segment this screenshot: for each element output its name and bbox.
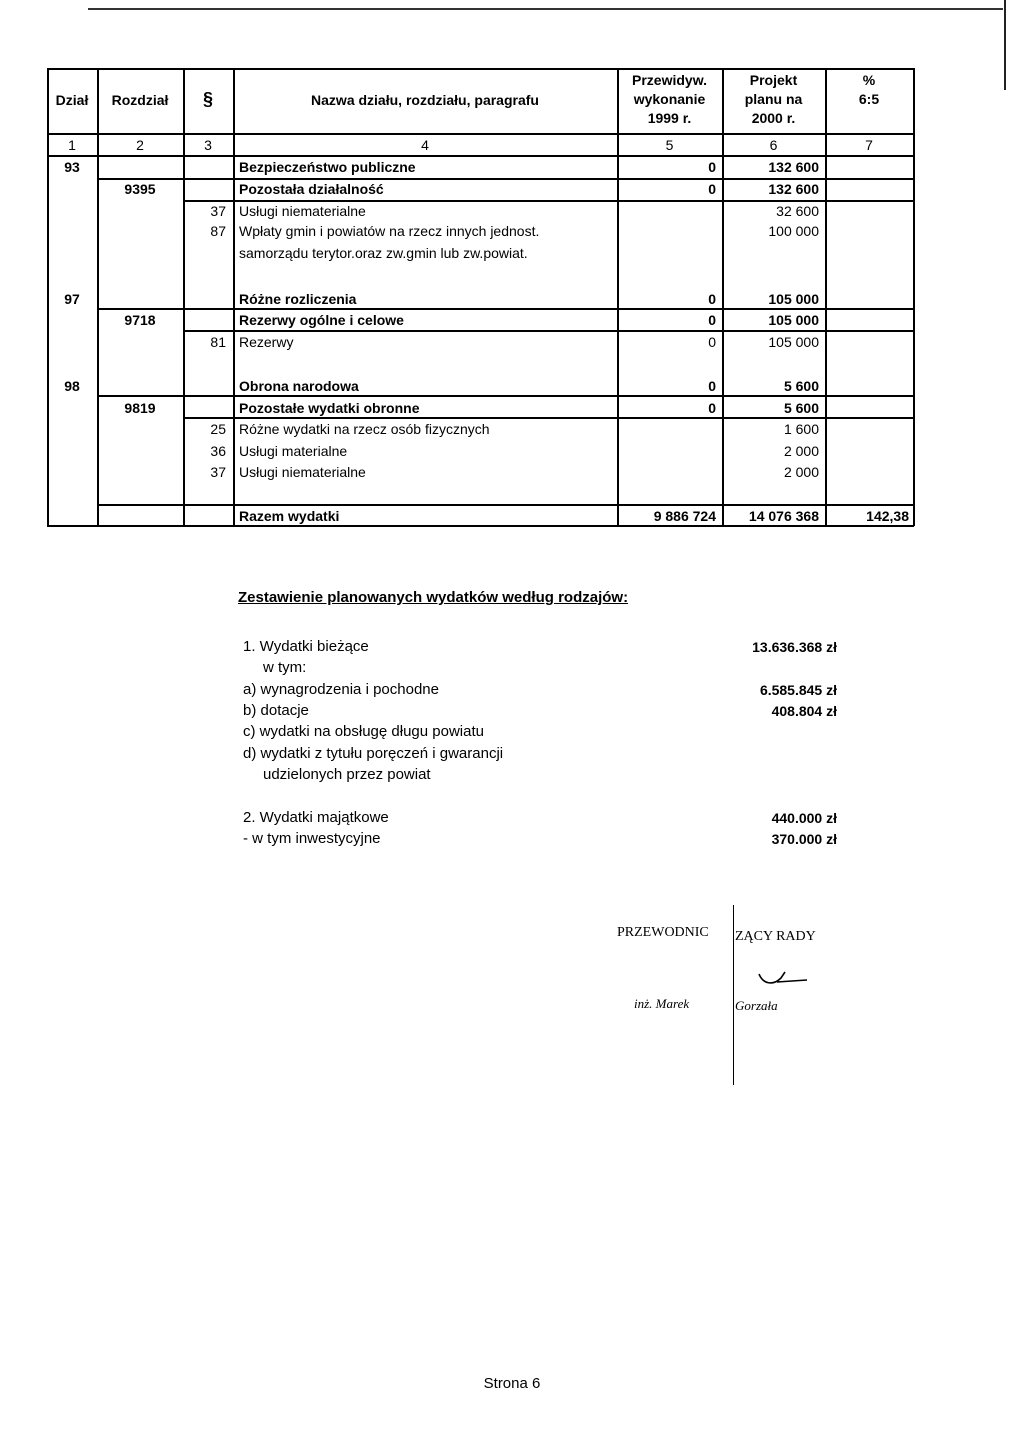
cell-wykonanie: 0 (708, 159, 716, 175)
cell-nazwa: Usługi niematerialne (239, 464, 366, 480)
cell-rozdzial: 9718 (124, 312, 156, 328)
cell-wykonanie: 0 (708, 400, 716, 416)
summary-item-label: d) wydatki z tytułu poręczeń i gwarancji (243, 745, 504, 762)
col-number: 3 (204, 137, 212, 153)
header-przewidyw-line: Przewidyw. (632, 72, 707, 88)
header-nazwa: Nazwa działu, rozdziału, paragrafu (311, 92, 539, 108)
cell-plan: 5 600 (783, 400, 819, 416)
cell-wykonanie: 0 (708, 312, 716, 328)
header-rozdzial: Rozdział (111, 92, 169, 108)
cell-nazwa: Bezpieczeństwo publiczne (239, 159, 416, 175)
col-number: 6 (769, 137, 778, 153)
cell-dzial: 98 (64, 378, 80, 394)
summary-subheading: w tym: (263, 659, 307, 676)
cell-paragraf: 37 (210, 203, 226, 219)
row-line (97, 308, 914, 310)
cell-nazwa: Różne wydatki na rzecz osób fizycznych (239, 421, 490, 437)
cell-nazwa: Usługi niematerialne (239, 203, 366, 219)
cell-nazwa: Różne rozliczenia (239, 291, 357, 307)
summary-item-value: 370.000 zł (771, 831, 837, 847)
summary-item-label: 1. Wydatki bieżące (243, 638, 369, 655)
cell-nazwa: Rezerwy ogólne i celowe (239, 312, 404, 328)
cell-plan: 100 000 (768, 223, 819, 239)
header-przewidyw-line: wykonanie (633, 91, 706, 107)
summary-item-label: a) wynagrodzenia i pochodne (243, 681, 439, 698)
cell-nazwa-cont: samorządu terytor.oraz zw.gmin lub zw.powiat. (239, 245, 528, 261)
summary-item-label: b) dotacje (243, 702, 309, 719)
cell-paragraf: 81 (210, 334, 226, 350)
row-line (97, 504, 914, 506)
cell-plan: 132 600 (768, 181, 819, 197)
summary-item-value: 408.804 zł (771, 703, 837, 719)
table-bottom-border (47, 525, 914, 527)
row-line (183, 330, 914, 332)
row-line (97, 395, 914, 397)
summary-item-label-cont: udzielonych przez powiat (263, 766, 431, 783)
summary-item-value: 440.000 zł (771, 810, 837, 826)
stamp-title-right: ZĄCY RADY (735, 929, 816, 944)
header-przewidyw (617, 71, 722, 128)
cell-paragraf: 37 (210, 464, 226, 480)
total-percent: 142,38 (866, 508, 909, 524)
cell-wykonanie: 0 (708, 334, 716, 350)
header-przewidyw-line: 1999 r. (647, 110, 692, 126)
cell-paragraf: 87 (210, 223, 226, 239)
cell-nazwa: Rezerwy (239, 334, 294, 350)
header-procent-line: % (862, 72, 876, 88)
cell-plan: 132 600 (768, 159, 819, 175)
total-wykonanie: 9 886 724 (653, 508, 716, 524)
fold-line (733, 905, 734, 1085)
total-plan: 14 076 368 (748, 508, 819, 524)
header-projekt-line: Projekt (749, 72, 798, 88)
col-number: 2 (136, 137, 144, 153)
header-procent-line: 6:5 (858, 91, 880, 107)
cell-dzial: 97 (64, 291, 80, 307)
header-paragraf: § (202, 89, 213, 109)
header-bottom-line (47, 133, 914, 135)
cell-nazwa: Obrona narodowa (239, 378, 359, 394)
handwritten-signature (755, 968, 815, 990)
col-number: 5 (665, 137, 674, 153)
stamp-title-left: PRZEWODNIC (617, 925, 709, 940)
cell-wykonanie: 0 (708, 291, 716, 307)
right-edge-mark (1004, 0, 1006, 90)
cell-plan: 105 000 (768, 291, 819, 307)
cell-wykonanie: 0 (708, 378, 716, 394)
cell-paragraf: 25 (210, 421, 226, 437)
top-border-line (88, 8, 1003, 10)
summary-item-label: 2. Wydatki majątkowe (243, 809, 389, 826)
header-dzial: Dział (55, 92, 89, 108)
summary-title: Zestawienie planowanych wydatków według rodzajów: (238, 589, 629, 606)
cell-dzial: 93 (64, 159, 80, 175)
header-projekt (722, 71, 825, 128)
cell-plan: 105 000 (768, 312, 819, 328)
colnum-bottom-line (47, 155, 914, 157)
summary-item-label: c) wydatki na obsługę długu powiatu (243, 723, 484, 740)
header-projekt-line: 2000 r. (751, 110, 796, 126)
col-number: 7 (865, 137, 873, 153)
cell-plan: 32 600 (776, 203, 819, 219)
col-line (913, 68, 915, 526)
cell-nazwa: Usługi materialne (239, 443, 348, 459)
cell-plan: 5 600 (783, 378, 819, 394)
cell-plan: 2 000 (783, 443, 819, 459)
stamp-name-left: inż. Marek (634, 996, 690, 1011)
row-line (183, 417, 914, 419)
header-projekt-line: planu na (744, 91, 803, 107)
cell-rozdzial: 9395 (124, 181, 156, 197)
stamp-name-right: Gorzała (735, 998, 778, 1013)
cell-wykonanie: 0 (708, 181, 716, 197)
cell-nazwa: Wpłaty gmin i powiatów na rzecz innych jednost. (239, 223, 540, 239)
cell-plan: 105 000 (768, 334, 819, 350)
page-number: Strona 6 (483, 1375, 541, 1392)
total-label: Razem wydatki (239, 508, 340, 524)
cell-rozdzial: 9819 (124, 400, 156, 416)
cell-plan: 2 000 (783, 464, 819, 480)
header-procent (825, 71, 913, 109)
summary-item-value: 13.636.368 zł (752, 639, 837, 655)
cell-nazwa: Pozostała działalność (239, 181, 384, 197)
cell-plan: 1 600 (783, 421, 819, 437)
cell-nazwa: Pozostałe wydatki obronne (239, 400, 420, 416)
col-number: 1 (68, 137, 76, 153)
summary-item-value: 6.585.845 zł (759, 682, 837, 698)
table-top-border (47, 68, 914, 70)
summary-item-label: - w tym inwestycyjne (243, 830, 381, 847)
cell-paragraf: 36 (210, 443, 226, 459)
col-number: 4 (421, 137, 429, 153)
